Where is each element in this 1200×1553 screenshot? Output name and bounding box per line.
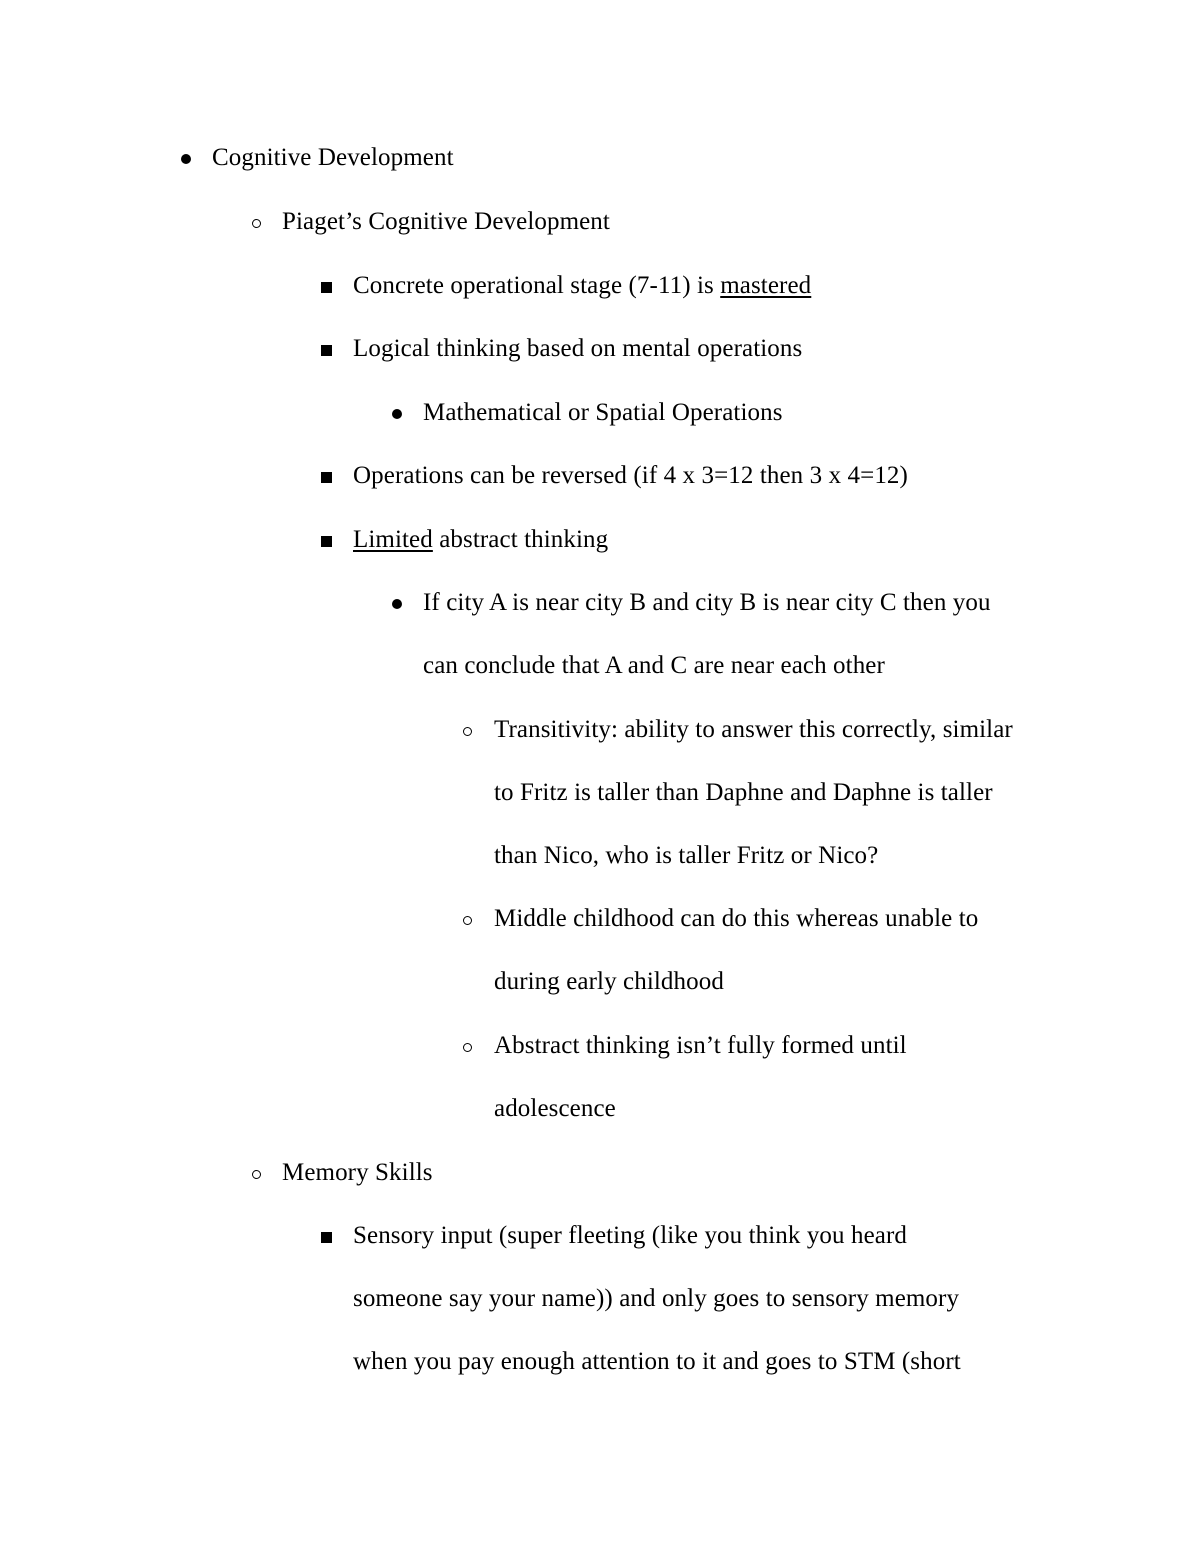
circle-bullet-icon [457,715,477,745]
item-text: Sensory input (super fleeting (like you think you heard [353,1222,907,1249]
square-bullet-icon [316,271,336,301]
list-item-level-5-line [494,1094,616,1124]
square-bullet-icon [316,334,336,364]
item-text: Operations can be reversed (if 4 x 3=12 then 3 x 4=12) [353,462,908,489]
circle-bullet-icon [246,1158,266,1188]
list-item-level-5-line [494,778,993,808]
item-text: can conclude that A and C are near each other [423,652,885,679]
circle-bullet-icon [246,207,266,237]
item-text: Concrete operational stage (7-11) is [353,272,721,299]
item-text: than Nico, who is taller Fritz or Nico? [494,842,879,869]
list-item-level-5-line [494,715,1013,745]
item-text: to Fritz is taller than Daphne and Daphne is taller [494,779,993,806]
list-item-level-3 [353,461,908,491]
list-item-level-3 [353,525,608,555]
list-item-level-4 [423,398,783,428]
item-text: adolescence [494,1095,616,1122]
disc-bullet-icon [387,588,407,618]
disc-bullet-icon [387,398,407,428]
circle-bullet-icon [457,1031,477,1061]
item-text: Piaget’s Cognitive Development [282,208,610,235]
list-item-level-5-line [494,841,878,871]
item-text: Cognitive Development [212,144,454,171]
item-text: Transitivity: ability to answer this correctly, similar [494,716,1013,743]
list-item-level-3-line [353,1221,907,1251]
list-item-level-3-line [353,1284,959,1314]
item-text: abstract thinking [432,526,609,553]
item-text: If city A is near city B and city B is near city C then you [423,589,991,616]
square-bullet-icon [316,525,336,555]
list-item-level-3 [353,334,802,364]
underlined-text: Limited [353,526,433,553]
square-bullet-icon [316,1221,336,1251]
list-item-level-5-line [494,1031,907,1061]
list-item-level-5-line [494,904,978,934]
item-text: someone say your name)) and only goes to sensory memory [353,1285,960,1312]
list-item-level-2 [282,207,610,237]
list-item-level-4-line [423,588,991,618]
item-text: Logical thinking based on mental operations [353,335,803,362]
item-text: during early childhood [494,968,724,995]
list-item-level-1 [212,143,454,173]
underlined-text: mastered [720,272,812,299]
list-item-level-2 [282,1158,433,1188]
item-text: Middle childhood can do this whereas unable to [494,905,979,932]
list-item-level-3-line [353,1347,961,1377]
list-item-level-5-line [494,967,724,997]
disc-bullet-icon [176,143,196,173]
item-text: when you pay enough attention to it and goes to STM (short [353,1348,961,1375]
item-text: Abstract thinking isn’t fully formed until [494,1032,907,1059]
list-item-level-3 [353,271,811,301]
square-bullet-icon [316,461,336,491]
circle-bullet-icon [457,904,477,934]
item-text: Memory Skills [282,1159,433,1186]
list-item-level-4-line [423,651,885,681]
item-text: Mathematical or Spatial Operations [423,399,783,426]
